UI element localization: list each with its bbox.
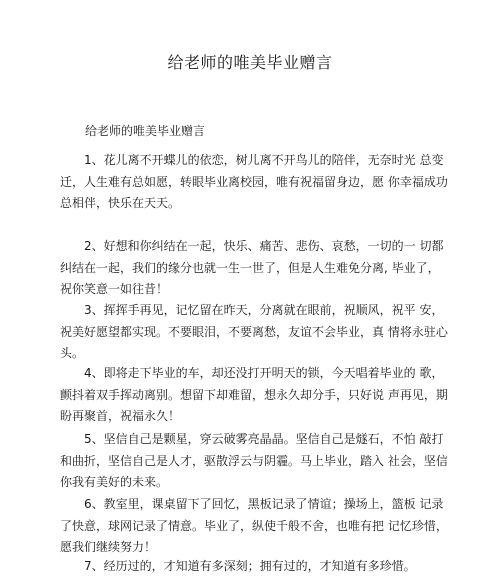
document-subtitle: 给老师的唯美毕业赠言 <box>85 124 206 138</box>
paragraph-7: 7、经历过的，才知道有多深刻；拥有过的，才知道有多珍惜。 <box>84 559 416 573</box>
paragraph-3: 3、挥挥手再见，记忆留在昨天，分离就在眼前，祝顺风，祝平 安，祝美好愿望都实现。不要眼泪，不要离愁，友谊不会毕业，真 情将永驻心头。 <box>60 303 448 360</box>
paragraph-5: 5、坚信自己是颗星，穿云破雾亮晶晶。坚信自己是燧石，不怕 敲打和曲折，坚信自己是人才，驱散浮云与阴霾。马上毕业，踏入 社会，坚信你我有美好的未来。 <box>60 432 448 489</box>
paragraph-6: 6、教室里，课桌留下了回忆，黑板记录了情谊；操场上，篮板 记录了快意，球网记录了情意。毕业了，纵使千般不舍，也唯有把 记忆珍惜，愿我们继续努力！ <box>60 497 448 554</box>
paragraph-2: 2、好想和你纠结在一起，快乐、痛苦、悲伤、哀愁，一切的一 切都纠结在一起，我们的缘分也就一生一世了，但是人生难免分离, 毕业了，祝你笑意一如往昔！ <box>60 239 444 296</box>
document-title: 给老师的唯美毕业赠言 <box>167 53 333 72</box>
paragraph-1: 1、花儿离不开蝶儿的依恋，树儿离不开鸟儿的陪伴，无奈时光 总变迁，人生难有总如愿，转眼毕业离校园，唯有祝福留身边，愿 你幸福成功总相伴，快乐在天天。 <box>60 153 448 210</box>
paragraph-4: 4、即将走下毕业的车，却还没打开明天的锁，今天唱着毕业的 歌，颤抖着双手挥动离别。想留下却难留，想永久却分手，只好说 声再见，期盼再聚首，祝福永久！ <box>60 366 448 423</box>
